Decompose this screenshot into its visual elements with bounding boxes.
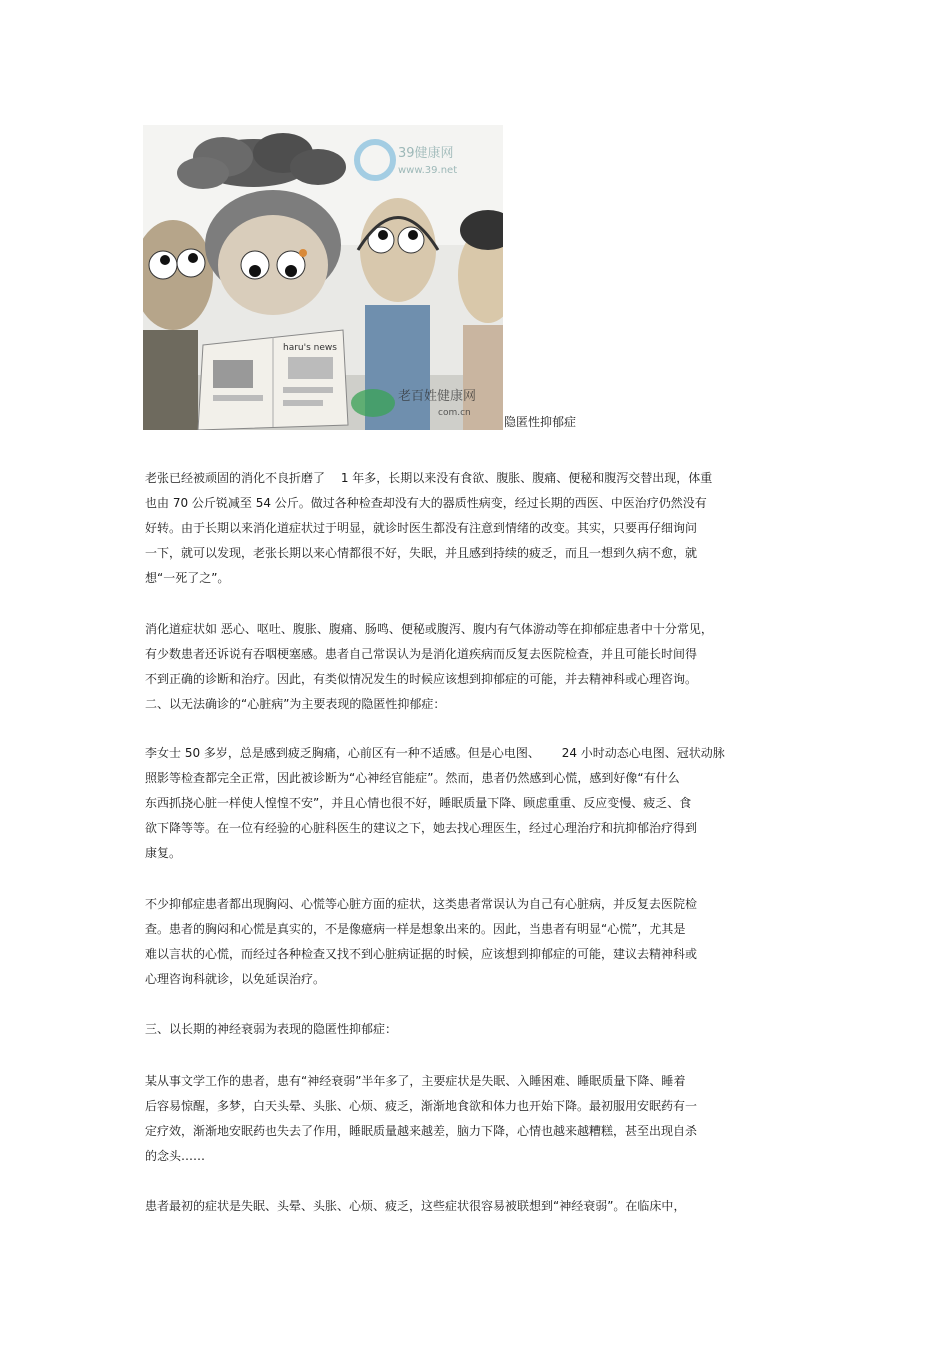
paragraph-line: 心理咨询科就诊，以免延误治疗。 bbox=[145, 972, 326, 986]
paragraph-line: 不到正确的诊断和治疗。因此，有类似情况发生的时候应该想到抑郁症的可能，并去精神科或心理咨询。 bbox=[145, 672, 698, 686]
paragraph-line: 查。患者的胸闷和心慌是真实的，不是像癔病一样是想象出来的。因此，当患者有明显“心慌”，尤其是 bbox=[145, 922, 686, 936]
paragraph-line: 定疗效，渐渐地安眠药也失去了作用，睡眠质量越来越差，脑力下降，心情也越来越糟糕，甚至出现自杀 bbox=[145, 1124, 698, 1138]
paragraph-line: 难以言状的心慌，而经过各种检查又找不到心脏病证据的时候，应该想到抑郁症的可能，建议去精神科或 bbox=[145, 947, 698, 961]
paragraph-line: 欲下降等等。在一位有经验的心脏科医生的建议之下，她去找心理医生，经过心理治疗和抗抑郁治疗得到 bbox=[145, 821, 698, 835]
svg-text:老百姓健康网: 老百姓健康网 bbox=[398, 389, 477, 404]
paragraph-line: 某从事文学工作的患者，患有“神经衰弱”半年多了，主要症状是失眠、入睡困难、睡眠质量下降、睡着 bbox=[145, 1074, 686, 1088]
paragraph-line: 也由 70 公斤锐减至 54 公斤。做过各种检查却没有大的器质性病变，经过长期的西医、中医治疗仍然没有 bbox=[145, 496, 707, 510]
paragraph-line: 消化道症状如 恶心、呕吐、腹胀、腹痛、肠鸣、便秘或腹泻、腹内有气体游动等在抑郁症患者中十分常见， bbox=[145, 622, 713, 636]
figure-caption: 隐匿性抑郁症 bbox=[504, 415, 577, 429]
svg-text:39健康网: 39健康网 bbox=[398, 146, 454, 161]
svg-text:com.cn: com.cn bbox=[438, 408, 471, 418]
paragraph-line: 不少抑郁症患者都出现胸闷、心慌等心脏方面的症状，这类患者常误认为自己有心脏病，并反复去医院检 bbox=[145, 897, 698, 911]
section-heading: 二、以无法确诊的“心脏病”为主要表现的隐匿性抑郁症： bbox=[145, 697, 446, 711]
newspaper bbox=[198, 330, 348, 430]
svg-text:haru's news: haru's news bbox=[283, 343, 337, 353]
paragraph-line: 照影等检查都完全正常，因此被诊断为“心神经官能症”。然而，患者仍然感到心慌，感到好像“有什么 bbox=[145, 771, 680, 785]
paragraph-line: 想“一死了之”。 bbox=[145, 571, 230, 585]
cartoon-image bbox=[143, 125, 503, 430]
paragraph-line: 老张已经被顽固的消化不良折磨了 1 年多，长期以来没有食欲、腹胀、腹痛、便秘和腹泻交替出现，体重 bbox=[145, 471, 713, 485]
paragraph-line: 的念头…… bbox=[145, 1149, 206, 1163]
paragraph-line: 康复。 bbox=[145, 846, 182, 860]
svg-text:www.39.net: www.39.net bbox=[398, 165, 458, 176]
paragraph-line: 李女士 50 多岁，总是感到疲乏胸痛，心前区有一种不适感。但是心电图、 24 小时动态心电图、冠状动脉 bbox=[145, 746, 725, 760]
cartoon-illustration bbox=[143, 125, 503, 430]
paragraph-line: 好转。由于长期以来消化道症状过于明显，就诊时医生都没有注意到情绪的改变。其实，只要再仔细询问 bbox=[145, 521, 698, 535]
paragraph-line: 患者最初的症状是失眠、头晕、头胀、心烦、疲乏，这些症状很容易被联想到“神经衰弱”。在临床中， bbox=[145, 1199, 686, 1213]
paragraph-line: 有少数患者还诉说有吞咽梗塞感。患者自己常误认为是消化道疾病而反复去医院检查，并且可能长时间得 bbox=[145, 647, 698, 661]
paragraph-line: 一下，就可以发现，老张长期以来心情都很不好，失眠，并且感到持续的疲乏，而且一想到久病不愈，就 bbox=[145, 546, 698, 560]
section-heading: 三、以长期的神经衰弱为表现的隐匿性抑郁症： bbox=[145, 1022, 398, 1036]
paragraph-line: 后容易惊醒，多梦，白天头晕、头胀、心烦、疲乏，渐渐地食欲和体力也开始下降。最初服用安眠药有一 bbox=[145, 1099, 698, 1113]
paragraph-line: 东西抓挠心脏一样使人惶惶不安”，并且心情也很不好，睡眠质量下降、顾虑重重、反应变慢、疲乏、食 bbox=[145, 796, 692, 810]
